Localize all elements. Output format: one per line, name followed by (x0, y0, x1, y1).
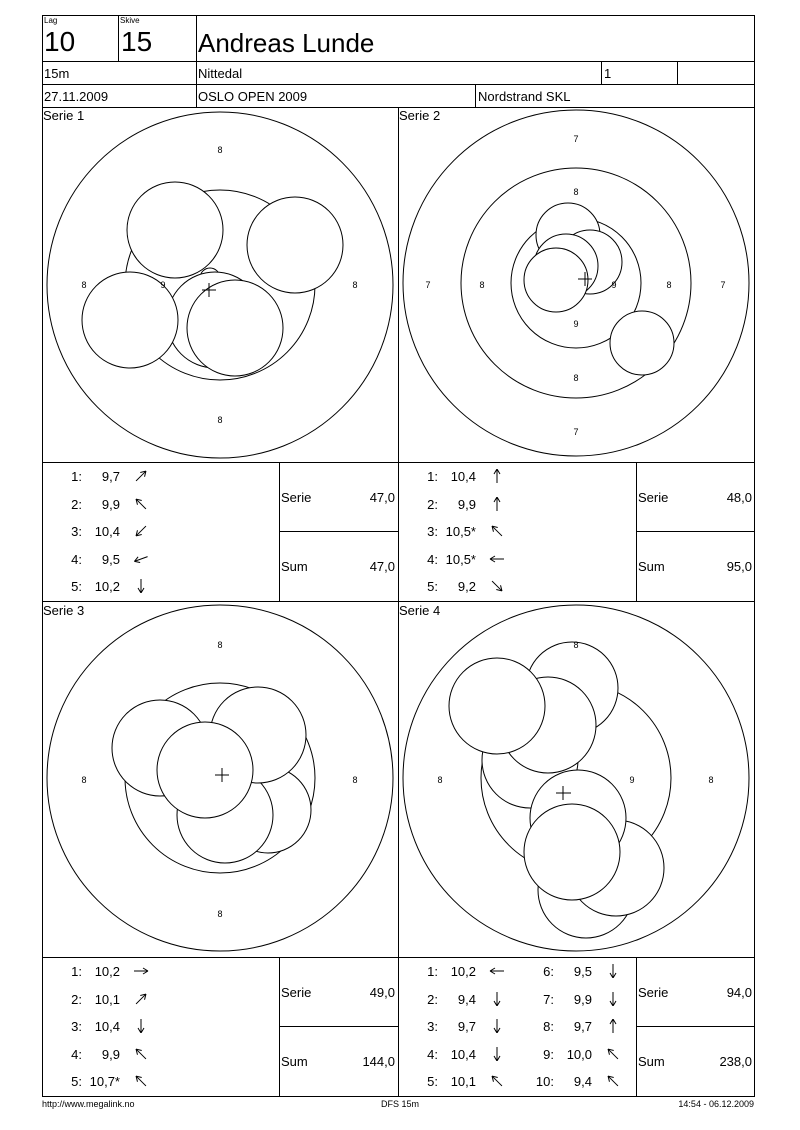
serie-2-value: 48,0 (726, 490, 752, 505)
ring-label: 8 (573, 187, 579, 197)
shot-number: 9: (543, 1046, 554, 1062)
serie-4-label: Serie (638, 985, 669, 1000)
direction-arrow-icon (132, 579, 150, 596)
ring-label: 8 (352, 280, 358, 290)
sum-2-value: 95,0 (726, 559, 752, 574)
shot-number: 4: (71, 551, 82, 567)
footer-url: http://www.megalink.no (42, 1099, 135, 1109)
ring-label: 8 (479, 280, 485, 290)
shot-value: 10,4 (450, 469, 476, 484)
shot-value: 10,1 (450, 1074, 476, 1089)
shot-number: 1: (427, 469, 438, 484)
footer-timestamp: 14:54 - 06.12.2009 (678, 1099, 754, 1109)
organizer: Nordstrand SKL (478, 89, 571, 104)
direction-arrow-icon (132, 1074, 150, 1091)
hits-serie-4 (449, 642, 664, 938)
shot-value: 9,9 (573, 991, 592, 1007)
ring-label: 9 (629, 775, 635, 785)
shot-number: 4: (427, 551, 438, 567)
sum-1-label: Sum (281, 559, 308, 574)
ring-label: 7 (573, 427, 579, 437)
ring-label: 8 (437, 775, 443, 785)
hits-serie-2 (524, 203, 674, 375)
ring-label: 8 (352, 775, 358, 785)
hit-1 (127, 182, 223, 278)
direction-arrow-icon (132, 1019, 150, 1036)
ring-label: 9 (160, 280, 166, 290)
hit (524, 804, 620, 900)
target-serie-1 (47, 112, 393, 458)
ring-label: 8 (573, 640, 579, 650)
shot-value: 10,5* (445, 524, 476, 539)
shot-number: 8: (543, 1019, 554, 1034)
shot-value: 9,4 (457, 991, 476, 1007)
shot-row (414, 1074, 506, 1091)
ring-label: 8 (217, 145, 223, 155)
extra-field: 1 (604, 66, 612, 81)
direction-arrow-icon (488, 1047, 506, 1064)
shot-value: 9,5 (101, 551, 120, 567)
serie-3-value: 49,0 (369, 985, 395, 1000)
ring-label: 8 (81, 775, 87, 785)
shot-row (58, 524, 150, 541)
hit (524, 248, 588, 312)
shot-value: 10,0 (566, 1046, 592, 1062)
shot-number: 2: (71, 991, 82, 1007)
direction-arrow-icon (488, 964, 506, 981)
shot-number: 3: (71, 1019, 82, 1034)
direction-arrow-icon (488, 497, 506, 514)
shot-value: 10,2 (94, 579, 120, 594)
shot-row (530, 964, 622, 981)
shot-value: 9,9 (101, 496, 120, 512)
shot-number: 5: (427, 579, 438, 594)
direction-arrow-icon (604, 992, 622, 1009)
direction-arrow-icon (132, 992, 150, 1009)
shot-row (414, 579, 506, 596)
direction-arrow-icon (488, 579, 506, 596)
direction-arrow-icon (488, 1019, 506, 1036)
direction-arrow-icon (132, 1047, 150, 1064)
ring-label: 9 (611, 280, 617, 290)
direction-arrow-icon (488, 552, 506, 569)
hits-serie-3 (112, 687, 311, 863)
target-serie-2 (403, 110, 749, 456)
ring-label: 9 (573, 319, 579, 329)
hit (449, 658, 545, 754)
shot-row (58, 1019, 150, 1036)
footer-center: DFS 15m (380, 1099, 419, 1109)
direction-arrow-icon (488, 1074, 506, 1091)
sum-1-value: 47,0 (369, 559, 395, 574)
ring-label: 7 (573, 134, 579, 144)
shot-row (58, 497, 150, 514)
shot-number: 4: (71, 1046, 82, 1062)
serie-2-label: Serie (638, 490, 669, 505)
shot-number: 2: (71, 496, 82, 512)
shot-row (58, 992, 150, 1009)
ring-label: 8 (666, 280, 672, 290)
direction-arrow-icon (604, 1047, 622, 1064)
shot-row (58, 469, 150, 486)
shot-value: 9,5 (573, 964, 592, 979)
ring-label: 8 (573, 373, 579, 383)
shot-number: 5: (71, 1074, 82, 1089)
serie-1-label: Serie (281, 490, 312, 505)
shot-number: 1: (71, 964, 82, 979)
shot-number: 2: (427, 991, 438, 1007)
ring-label: 8 (217, 909, 223, 919)
skive-value: 15 (121, 26, 153, 57)
shot-value: 9,7 (101, 469, 120, 484)
shot-value: 9,2 (457, 579, 476, 594)
shot-number: 1: (427, 964, 438, 979)
serie-1-title: Serie 1 (43, 108, 85, 123)
shot-row (58, 1047, 150, 1064)
direction-arrow-icon (604, 1074, 622, 1091)
shot-value: 10,4 (450, 1046, 476, 1062)
shot-value: 10,2 (94, 964, 120, 979)
shot-row (530, 1047, 622, 1064)
hit-2 (247, 197, 343, 293)
lag-value: 10 (44, 26, 76, 57)
shot-value: 10,7* (89, 1074, 120, 1089)
lag-label: Lag (44, 16, 58, 25)
club: Nittedal (198, 66, 243, 81)
serie-3-title: Serie 3 (43, 603, 85, 618)
shot-row (414, 469, 506, 486)
shot-row (414, 497, 506, 514)
hit-4 (187, 280, 283, 376)
shot-number: 3: (427, 1019, 438, 1034)
shot-value: 10,2 (450, 964, 476, 979)
shot-row (414, 992, 506, 1009)
direction-arrow-icon (132, 964, 150, 981)
sum-3-label: Sum (281, 1054, 308, 1069)
sum-4-value: 238,0 (719, 1054, 752, 1069)
shot-number: 3: (427, 524, 438, 539)
shot-row (414, 964, 506, 981)
serie-4-title: Serie 4 (399, 603, 441, 618)
date: 27.11.2009 (44, 89, 109, 104)
shot-value: 9,9 (101, 1046, 120, 1062)
shot-row (530, 1019, 622, 1036)
shot-value: 9,7 (457, 1019, 476, 1034)
shot-value: 10,4 (94, 1019, 120, 1034)
shot-number: 1: (71, 469, 82, 484)
shot-value: 9,4 (573, 1074, 592, 1089)
shot-number: 4: (427, 1046, 438, 1062)
shot-number: 6: (543, 964, 554, 979)
shot-number: 10: (535, 1074, 554, 1089)
direction-arrow-icon (132, 524, 150, 541)
serie-3-label: Serie (281, 985, 312, 1000)
target-serie-4 (403, 605, 749, 951)
shot-row (414, 1019, 506, 1036)
sum-4-label: Sum (638, 1054, 665, 1069)
ring-label: 8 (708, 775, 714, 785)
direction-arrow-icon (604, 964, 622, 981)
shot-number: 5: (427, 1074, 438, 1089)
shot-number: 2: (427, 496, 438, 512)
serie-2-title: Serie 2 (399, 108, 441, 123)
shot-number: 7: (543, 991, 554, 1007)
direction-arrow-icon (488, 992, 506, 1009)
shot-row (58, 964, 150, 981)
shot-value: 9,7 (573, 1019, 592, 1034)
direction-arrow-icon (604, 1019, 622, 1036)
distance: 15m (44, 66, 70, 81)
hit (610, 311, 674, 375)
shot-row (530, 992, 622, 1009)
shot-value: 10,1 (94, 991, 120, 1007)
serie-1-value: 47,0 (369, 490, 395, 505)
sum-3-value: 144,0 (362, 1054, 395, 1069)
shot-row (530, 1074, 622, 1091)
shooter-name: Andreas Lunde (198, 28, 375, 58)
hit (157, 722, 253, 818)
sum-2-label: Sum (638, 559, 665, 574)
shot-number: 5: (71, 579, 82, 594)
ring-label: 8 (217, 640, 223, 650)
direction-arrow-icon (132, 552, 150, 569)
shot-value: 10,4 (94, 524, 120, 539)
shot-row (58, 552, 150, 569)
shot-number: 3: (71, 524, 82, 539)
skive-label: Skive (120, 16, 140, 25)
shot-value: 9,9 (457, 496, 476, 512)
direction-arrow-icon (132, 469, 150, 486)
shot-row (414, 1047, 506, 1064)
shot-row (58, 1074, 150, 1091)
direction-arrow-icon (488, 469, 506, 486)
direction-arrow-icon (488, 524, 506, 541)
ring-label: 8 (81, 280, 87, 290)
shot-row (414, 524, 506, 541)
direction-arrow-icon (132, 497, 150, 514)
shot-row (414, 552, 506, 569)
target-serie-3 (47, 605, 393, 951)
shot-row (58, 579, 150, 596)
ring-label: 7 (425, 280, 431, 290)
ring-label: 8 (217, 415, 223, 425)
serie-4-value: 94,0 (726, 985, 752, 1000)
hits-serie-1 (82, 182, 343, 376)
event: OSLO OPEN 2009 (198, 89, 308, 104)
shot-value: 10,5* (445, 551, 476, 567)
ring-label: 7 (720, 280, 726, 290)
